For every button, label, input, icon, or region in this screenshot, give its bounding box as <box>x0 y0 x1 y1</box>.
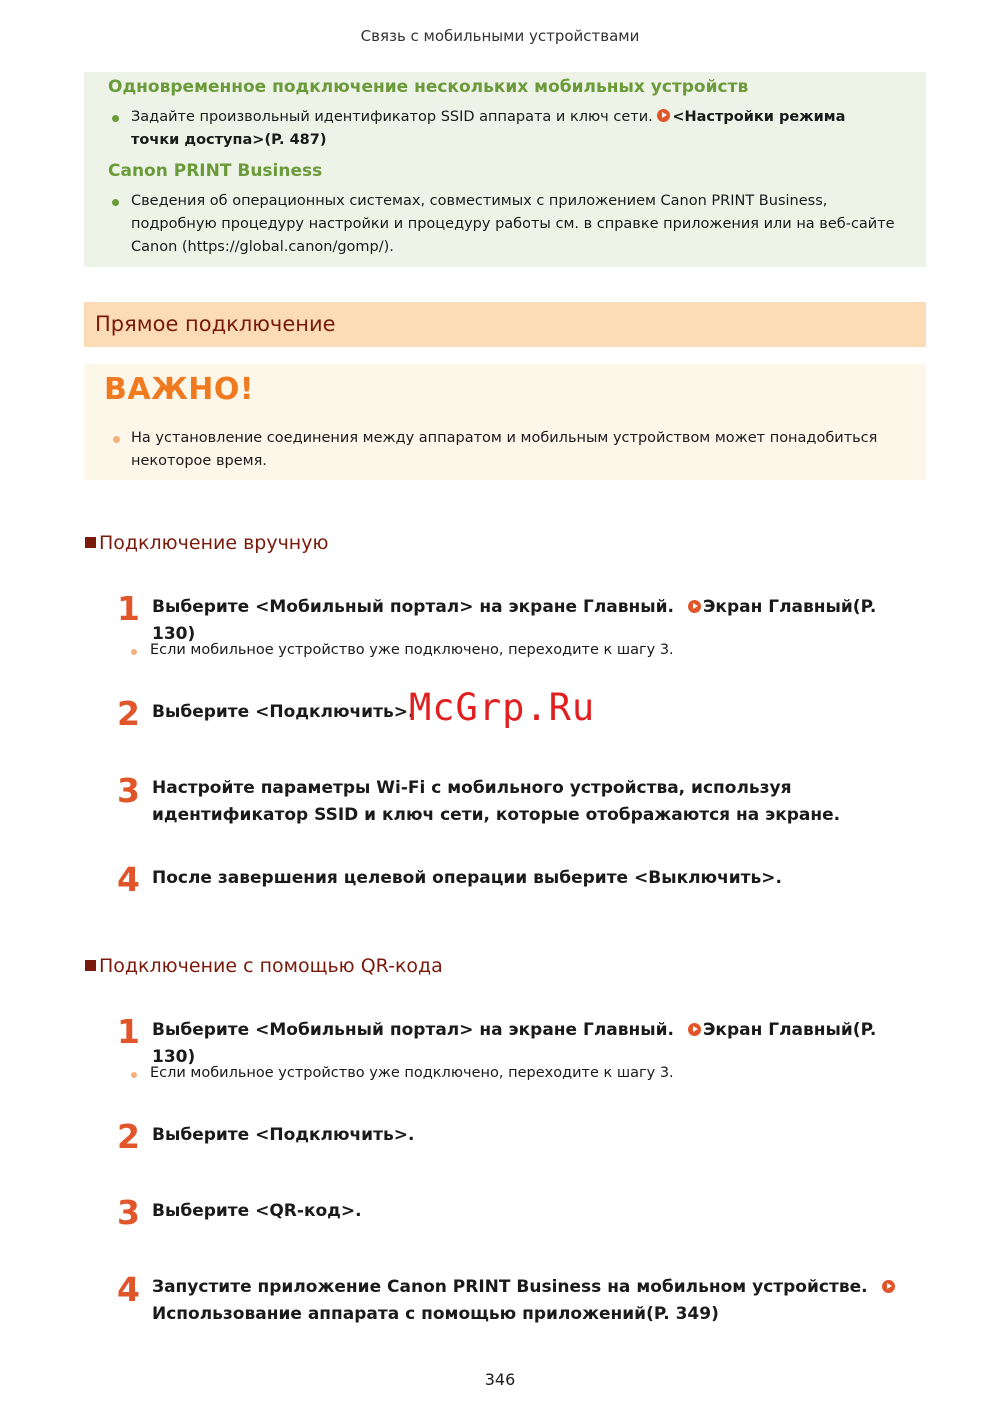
step-text: Настройте параметры Wi-Fi с мобильного устройства, используя идентификатор SSID и ключ сети, которые отображаются на экране. <box>152 778 841 825</box>
step-instruction: Запустите приложение Canon PRINT Business на мобильном устройстве. <box>152 1277 868 1297</box>
subheading-qr-text: Подключение с помощью QR-кода <box>99 955 443 977</box>
step-text: После завершения целевой операции выберите <Выключить>. <box>152 868 782 888</box>
bullet-dot-icon <box>113 436 120 443</box>
step-number: 3 <box>117 771 140 810</box>
step-number: 4 <box>117 1270 140 1309</box>
page-header: Связь с мобильными устройствами <box>360 27 640 45</box>
link-using-apps[interactable]: Использование аппарата с помощью приложений(P. 349) <box>152 1304 719 1324</box>
step-text: Выберите <Подключить>. <box>152 1125 415 1145</box>
note-text-canon: Сведения об операционных системах, совместимых с приложением Canon PRINT Business, подробную процедуру настройки и процедуру работы см. в справке приложения или на веб-сайте Canon (https://global.canon/gomp/). <box>131 193 895 255</box>
link-access-point-settings[interactable]: <Настройки режима точки доступа>(P. 487) <box>131 109 846 148</box>
bullet-dot-icon <box>131 1072 137 1078</box>
step-number: 2 <box>117 1117 140 1156</box>
note-bullet-canon <box>108 190 898 259</box>
important-title: ВАЖНО! <box>104 372 255 407</box>
note-box <box>84 72 926 267</box>
step-number: 1 <box>117 1012 140 1051</box>
link-arrow-icon <box>688 1023 701 1036</box>
step-text: Выберите <Подключить>. <box>152 702 415 722</box>
step-text: Выберите <QR-код>. <box>152 1201 362 1221</box>
watermark: McGrp.Ru <box>409 686 596 729</box>
step-note: Если мобильное устройство уже подключено, переходите к шагу 3. <box>150 1065 674 1081</box>
section-title: Прямое подключение <box>95 312 336 336</box>
step-number: 2 <box>117 694 140 733</box>
note-title-canon-print: Canon PRINT Business <box>108 161 323 181</box>
note-text-ssid: Задайте произвольный идентификатор SSID аппарата и ключ сети. <box>131 109 653 125</box>
bullet-dot-icon <box>131 649 137 655</box>
step-number: 3 <box>117 1193 140 1232</box>
link-home-screen[interactable]: Экран Главный(P. 130) <box>152 1020 877 1067</box>
subheading-qr <box>85 955 443 977</box>
important-box <box>84 364 926 480</box>
important-text: На установление соединения между аппаратом и мобильным устройством может понадобиться некоторое время. <box>131 430 878 469</box>
step-note: Если мобильное устройство уже подключено, переходите к шагу 3. <box>150 642 674 658</box>
note-bullet-ssid <box>108 106 898 152</box>
link-arrow-icon <box>657 109 670 122</box>
step-text <box>152 1017 912 1071</box>
page-number: 346 <box>484 1370 516 1389</box>
bullet-dot-icon <box>112 115 119 122</box>
link-arrow-icon <box>882 1280 895 1293</box>
square-bullet-icon <box>85 537 96 548</box>
square-bullet-icon <box>85 960 96 971</box>
note-title-multiple: Одновременное подключение нескольких мобильных устройств <box>108 77 749 97</box>
step-instruction: Выберите <Мобильный портал> на экране Главный. <box>152 1020 675 1040</box>
step-text <box>152 1274 912 1328</box>
step-number: 1 <box>117 589 140 628</box>
subheading-manual <box>85 532 328 554</box>
link-home-screen[interactable]: Экран Главный(P. 130) <box>152 597 877 644</box>
step-instruction: Выберите <Мобильный портал> на экране Главный. <box>152 597 675 617</box>
section-banner <box>84 302 926 347</box>
step-number: 4 <box>117 860 140 899</box>
subheading-manual-text: Подключение вручную <box>99 532 329 554</box>
link-arrow-icon <box>688 600 701 613</box>
step-text <box>152 594 912 648</box>
bullet-dot-icon <box>112 199 119 206</box>
